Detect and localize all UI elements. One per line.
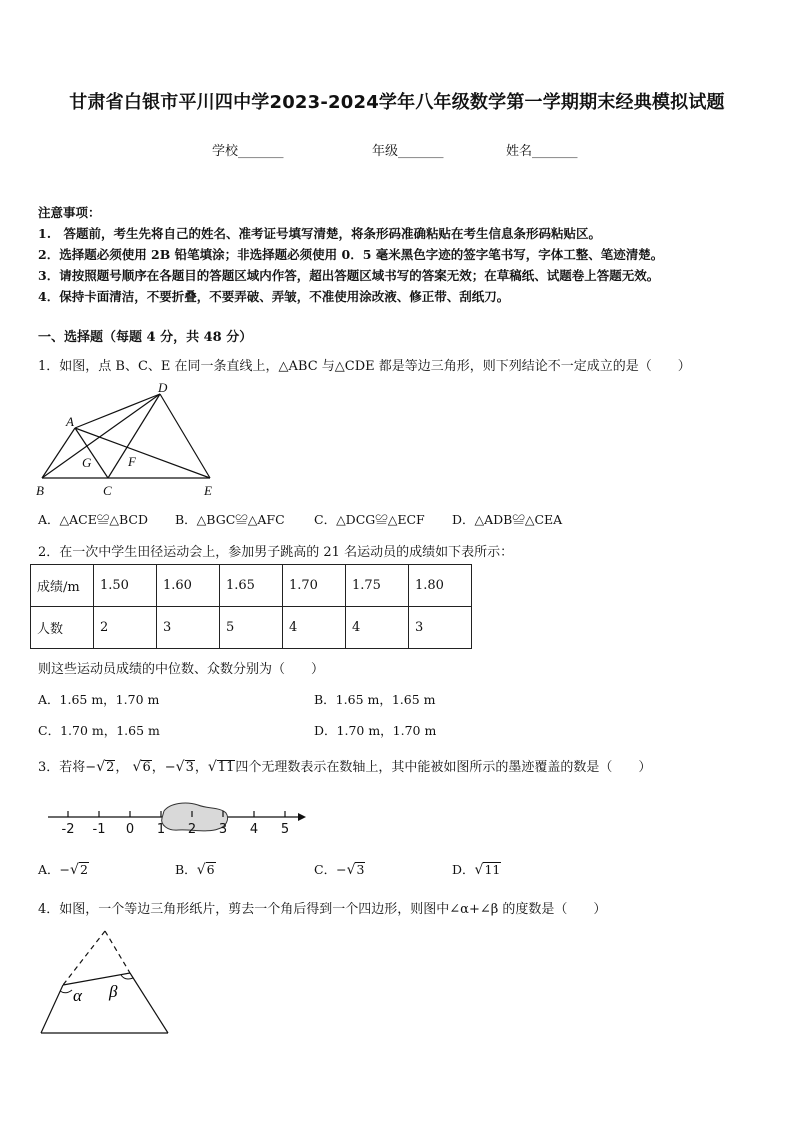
tick-label: 4 — [249, 822, 259, 837]
question-2-text: 2．在一次中学生田径运动会上，参加男子跳高的 21 名运动员的成绩如下表所示： — [38, 545, 514, 560]
arrow-right-icon — [298, 813, 306, 821]
sqrt-icon: √ — [196, 862, 206, 878]
note-item: 3．请按照题号顺序在各题目的答题区域内作答，超出答题区域书写的答案无效；在草稿纸、试题卷上答题无效。 — [38, 268, 660, 283]
cut-triangle-figure — [35, 925, 180, 1040]
q3-radicand-1: 2 — [106, 760, 115, 775]
q1-option-c: C．△DCG≌△ECF — [314, 512, 425, 527]
sqrt-icon: √ — [70, 862, 79, 878]
table-cell: 1.75 — [346, 565, 409, 607]
q3-suffix: 四个无理数表示在数轴上，其中能被如图所示的墨迹覆盖的数是（ ） — [235, 760, 652, 775]
tick-label: 3 — [218, 822, 228, 837]
table-cell: 1.60 — [157, 565, 220, 607]
option-radicand: 11 — [484, 862, 501, 877]
grade-field: 年级_______ — [372, 144, 444, 159]
name-field: 姓名_______ — [506, 144, 578, 159]
sqrt-icon: √ — [474, 862, 484, 878]
option-neg: − — [59, 862, 71, 877]
table-cell: 4 — [283, 607, 346, 649]
triangle-figure-q1 — [30, 378, 230, 502]
q3-radicand-3: 3 — [185, 760, 194, 775]
sqrt-icon: √ — [346, 862, 356, 878]
sqrt-icon: √ — [96, 759, 106, 775]
table-cell: 1.80 — [409, 565, 472, 607]
q3-radicand-2: 6 — [142, 760, 151, 775]
q2-option-b: B．1.65 m，1.65 m — [314, 692, 436, 707]
q1-option-b: B．△BGC≌△AFC — [175, 512, 285, 527]
angle-alpha-arc — [60, 990, 72, 993]
school-field: 学校_______ — [212, 144, 284, 159]
q1-option-d: D．△ADB≌△CEA — [452, 512, 563, 527]
table-header-cell: 人数 — [31, 607, 94, 649]
question-2-prompt: 则这些运动员成绩的中位数、众数分别为（ ） — [38, 662, 325, 677]
section-title: 一、选择题（每题 4 分，共 48 分） — [38, 330, 253, 345]
label-a: A — [66, 414, 74, 429]
label-d: D — [158, 380, 168, 395]
tick-label: 2 — [187, 822, 197, 837]
option-label: C． — [314, 862, 337, 877]
table-cell: 4 — [346, 607, 409, 649]
question-1-text: 1．如图，点 B、C、E 在同一条直线上，△ABC 与△CDE 都是等边三角形，则下列结论不一定成立的是（ ） — [38, 359, 691, 374]
q3-option-c — [314, 860, 365, 878]
option-radicand: 2 — [79, 862, 88, 877]
tick-label: -1 — [92, 822, 106, 837]
label-c: C — [103, 483, 112, 498]
option-radicand: 3 — [356, 862, 365, 877]
number-line-figure — [40, 795, 310, 837]
q3-radicand-4: 11 — [217, 760, 235, 775]
question-3-text: 3．若将−√2， √6，−√3，√11四个无理数表示在数轴上，其中能被如图所示的墨迹覆盖的数是（ ） — [38, 759, 652, 775]
option-neg: − — [336, 862, 347, 877]
label-e: E — [204, 483, 212, 498]
note-item: 1. 答题前，考生先将自己的姓名、准考证号填写清楚，将条形码准确粘贴在考生信息条形码粘贴区。 — [38, 226, 602, 241]
table-header-cell: 成绩/m — [31, 565, 94, 607]
option-radicand: 6 — [206, 862, 215, 877]
sqrt-icon: √ — [132, 759, 142, 775]
sqrt-icon: √ — [175, 759, 185, 775]
alpha-label: α — [73, 986, 82, 1005]
note-item: 2．选择题必须使用 2B 铅笔填涂；非选择题必须使用 0．5 毫米黑色字迹的签字笔书写，字体工整、笔迹清楚。 — [38, 247, 664, 262]
q3-option-d — [452, 860, 501, 878]
table-cell: 1.65 — [220, 565, 283, 607]
table-cell: 1.70 — [283, 565, 346, 607]
q3-neg-3: − — [164, 760, 176, 775]
table-row — [31, 607, 472, 649]
option-label: D． — [452, 862, 475, 877]
label-g: G — [82, 455, 92, 470]
option-label: B． — [175, 862, 197, 877]
option-label: A． — [38, 862, 60, 877]
q3-option-a — [38, 860, 89, 878]
table-cell: 3 — [409, 607, 472, 649]
q2-option-d: D．1.70 m，1.70 m — [314, 723, 437, 738]
notes-title: 注意事项： — [38, 205, 101, 220]
note-item: 4．保持卡面清洁，不要折叠，不要弄破、弄皱，不准使用涂改液、修正带、刮纸刀。 — [38, 289, 510, 304]
beta-label: β — [109, 982, 118, 1001]
table-cell: 2 — [94, 607, 157, 649]
table-cell: 3 — [157, 607, 220, 649]
table-cell: 5 — [220, 607, 283, 649]
q2-option-c: C．1.70 m，1.65 m — [38, 723, 160, 738]
label-f: F — [128, 454, 136, 469]
q1-option-a: A．△ACE≌△BCD — [38, 512, 148, 527]
tick-label: 0 — [125, 822, 135, 837]
tick-label: 5 — [280, 822, 290, 837]
score-table — [30, 564, 472, 649]
sqrt-icon: √ — [207, 759, 217, 775]
q3-option-b — [175, 860, 216, 878]
question-4-text: 4．如图，一个等边三角形纸片，剪去一个角后得到一个四边形，则图中∠α+∠β 的度数是（ ） — [38, 902, 607, 917]
q2-option-a: A．1.65 m，1.70 m — [38, 692, 160, 707]
table-row — [31, 565, 472, 607]
q3-neg-1: − — [85, 760, 97, 775]
tick-label: -2 — [61, 822, 75, 837]
page-title: 甘肃省白银市平川四中学2023-2024学年八年级数学第一学期期末经典模拟试题 — [69, 92, 725, 113]
label-b: B — [36, 483, 44, 498]
tick-label: 1 — [156, 822, 166, 837]
q3-prefix: 3．若将 — [38, 760, 86, 775]
table-cell: 1.50 — [94, 565, 157, 607]
